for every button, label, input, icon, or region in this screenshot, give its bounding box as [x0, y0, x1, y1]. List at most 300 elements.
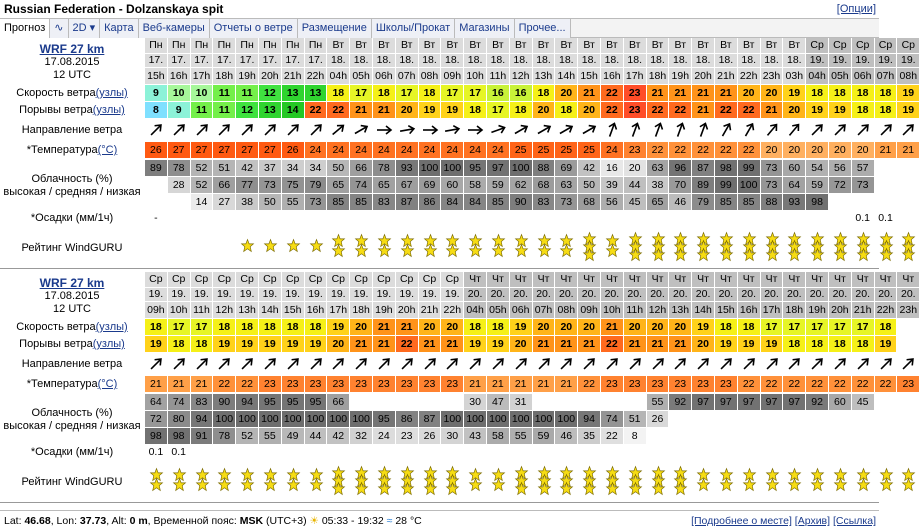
cloud-cover-cell: 35: [578, 428, 600, 444]
temperature-cell: 22: [761, 376, 783, 392]
wind-direction-arrow-icon: [855, 122, 871, 138]
cloud-label: [0, 394, 144, 445]
wind-speed-cell: 21: [647, 85, 669, 101]
hour-cell: 08h: [555, 302, 577, 318]
cloud-cover-cell: 92: [806, 394, 828, 410]
rating-star-icon: [629, 248, 642, 261]
cloud-cover-cell: 100: [555, 411, 577, 427]
wind-speed-cell: 17: [191, 319, 213, 335]
precipitation-cell: [419, 210, 441, 226]
date-cell: 20.: [510, 288, 532, 301]
cloud-cover-cell: [373, 394, 395, 410]
wind-direction-arrow-icon: [148, 122, 164, 138]
wind-speed-cell: 21: [373, 319, 395, 335]
precipitation-cell: [373, 210, 395, 226]
temperature-cell: 22: [578, 376, 600, 392]
tab-graph[interactable]: ∿: [50, 19, 68, 38]
tz-value: MSK: [239, 515, 264, 527]
day-cell: Вт: [510, 38, 532, 53]
date-cell: 19.: [897, 54, 919, 67]
temperature-cell: 25: [510, 142, 532, 158]
temp-label-text: *Температура: [26, 144, 98, 156]
wind-direction-arrow-icon: [285, 122, 301, 138]
cloud-cover-cell: 56: [601, 194, 623, 210]
wind-speed-cell: 18: [487, 319, 509, 335]
cloud-cover-cell: 67: [396, 177, 418, 193]
wind-gust-cell: 22: [647, 102, 669, 118]
hour-cell: 21h: [282, 68, 304, 84]
hour-cell: 06h: [373, 68, 395, 84]
cloud-cover-cell: 97: [715, 394, 737, 410]
wind-speed-cell: 21: [715, 85, 737, 101]
cloud-cover-cell: 100: [510, 160, 532, 176]
cloud-cover-cell: 100: [213, 411, 235, 427]
wind-gust-cell: 20: [578, 102, 600, 118]
wind-direction-arrow-icon: [536, 122, 552, 138]
hour-cell: 05h: [350, 68, 372, 84]
temperature-cell: 20: [806, 142, 828, 158]
rating-star-icon: [332, 244, 345, 257]
hour-cell: 19h: [669, 68, 691, 84]
cloud-cover-cell: 73: [761, 177, 783, 193]
temperature-cell: 21: [510, 376, 532, 392]
cloud-cover-cell: 100: [441, 411, 463, 427]
day-cell: Вт: [419, 38, 441, 53]
rating-label-text: Рейтинг WindGURU: [21, 475, 123, 488]
precipitation-cell: [510, 210, 532, 226]
tab-2d[interactable]: 2D ▾: [69, 19, 101, 38]
cloud-cover-cell: [669, 411, 691, 427]
cloud-cover-cell: 86: [396, 411, 418, 427]
temperature-cell: 20: [783, 142, 805, 158]
hour-cell: 20h: [829, 302, 851, 318]
wind-speed-cell: 22: [601, 85, 623, 101]
rating-star-icon: [811, 248, 824, 261]
block-separator: [0, 268, 879, 269]
wind-gust-cell: 19: [213, 336, 235, 352]
cloud-cover-cell: 92: [669, 394, 691, 410]
day-cell: Чт: [738, 272, 760, 287]
wind-direction-arrow-icon: [855, 356, 871, 372]
wind-speed-cell: 18: [373, 85, 395, 101]
day-cell: Вт: [578, 38, 600, 53]
wind-gust-cell: 22: [669, 102, 691, 118]
tab-shops[interactable]: Магазины: [455, 19, 514, 38]
cloud-cover-cell: [875, 428, 897, 444]
rating-star-icon: [401, 482, 414, 495]
precipitation-cell: [259, 444, 281, 460]
cloud-cover-cell: [669, 428, 691, 444]
wind-gust-cell: 21: [624, 336, 646, 352]
rating-star-icon: [310, 478, 323, 491]
hour-cell: 21h: [419, 302, 441, 318]
cloud-cover-cell: [533, 394, 555, 410]
precipitation-cell: [601, 210, 623, 226]
cloud-cover-cell: 58: [487, 428, 509, 444]
date-cell: 17.: [236, 54, 258, 67]
lat-value: 46.68: [24, 515, 51, 527]
cloud-cover-cell: 100: [305, 411, 327, 427]
temperature-cell: 23: [624, 142, 646, 158]
tab-schools[interactable]: Школы/Прокат: [372, 19, 455, 38]
wind-direction-arrow-icon: [422, 122, 438, 138]
cloud-cover-cell: [829, 411, 851, 427]
wind-direction-arrow-icon: [467, 356, 483, 372]
precipitation-cell: [647, 210, 669, 226]
precipitation-cell: [829, 444, 851, 460]
wind-gust-cell: 18: [783, 336, 805, 352]
precipitation-cell: 0.1: [875, 210, 897, 226]
rating-label: [0, 462, 144, 502]
cloud-cover-cell: 98: [168, 428, 190, 444]
options-link[interactable]: [Опции]: [836, 3, 876, 15]
wind-gust-cell: 19: [738, 336, 760, 352]
wind-gust-cell: 21: [350, 102, 372, 118]
cloud-cover-cell: 26: [647, 411, 669, 427]
cloud-cover-cell: 50: [259, 194, 281, 210]
wind-speed-cell: 12: [259, 85, 281, 101]
cloud-cover-cell: 52: [191, 177, 213, 193]
water-temp: 28 °C: [395, 515, 422, 527]
wind-gust-cell: 19: [875, 336, 897, 352]
rating-star-icon: [424, 482, 437, 495]
day-cell: Вт: [601, 38, 623, 53]
wind-gust-cell: 18: [510, 102, 532, 118]
wind-speed-cell: 18: [875, 319, 897, 335]
wind-direction-arrow-icon: [604, 356, 620, 372]
temperature-cell: 24: [441, 142, 463, 158]
cloud-cover-cell: 32: [350, 428, 372, 444]
cloud-cover-cell: 100: [419, 160, 441, 176]
rating-star-icon: [811, 478, 824, 491]
day-cell: Вт: [624, 38, 646, 53]
cloud-cover-cell: 69: [419, 177, 441, 193]
cloud-cover-cell: 85: [738, 194, 760, 210]
temperature-cell: 24: [305, 142, 327, 158]
rating-star-icon: [538, 482, 551, 495]
cloud-cover-cell: 74: [168, 394, 190, 410]
temperature-cell: 21: [464, 376, 486, 392]
rating-star-icon: [469, 478, 482, 491]
wind-direction-arrow-icon: [148, 356, 164, 372]
hour-cell: 04h: [806, 68, 828, 84]
rating-star-icon: [629, 482, 642, 495]
date-cell: 18.: [601, 54, 623, 67]
cloud-cover-cell: 59: [533, 428, 555, 444]
tab-accommodation[interactable]: Размещение: [298, 19, 372, 38]
date-cell: 18.: [510, 54, 532, 67]
hour-cell: 05h: [487, 302, 509, 318]
cloud-cover-cell: [761, 411, 783, 427]
day-cell: Чт: [669, 272, 691, 287]
wind-speed-cell: 17: [829, 319, 851, 335]
day-cell: Чт: [464, 272, 486, 287]
date-cell: 18.: [350, 54, 372, 67]
cloud-cover-cell: [578, 394, 600, 410]
wind-direction-arrow-icon: [216, 122, 232, 138]
wind-direction-arrow-icon: [695, 122, 711, 138]
cloud-cover-cell: 95: [282, 394, 304, 410]
wind-gust-cell: 20: [692, 336, 714, 352]
wind-gust-cell: [897, 336, 919, 352]
wind-speed-cell: 17: [783, 319, 805, 335]
temperature-cell: 24: [419, 142, 441, 158]
wind-gust-cell: 21: [555, 336, 577, 352]
more-about-place-link[interactable]: [Подробнее о месте]: [691, 515, 792, 527]
cloud-cover-cell: [738, 411, 760, 427]
temperature-cell: 25: [533, 142, 555, 158]
rating-star-icon: [446, 244, 459, 257]
tab-map[interactable]: Карта: [100, 19, 138, 38]
day-cell: Вт: [396, 38, 418, 53]
wind-gust-cell: 19: [715, 336, 737, 352]
water-temp-icon: ≈: [386, 515, 393, 527]
day-cell: Пн: [236, 38, 258, 53]
date-cell: 17.: [145, 54, 167, 67]
cloud-cover-cell: 30: [464, 394, 486, 410]
wind-speed-cell: 20: [533, 319, 555, 335]
wind-gust-cell: 11: [191, 102, 213, 118]
wind-direction-arrow-icon: [718, 122, 734, 138]
date-cell: 20.: [875, 288, 897, 301]
temperature-cell: 21: [487, 376, 509, 392]
gust-unit-link[interactable]: (узлы): [92, 104, 125, 116]
speed-label-text: Скорость ветра: [16, 87, 96, 99]
day-cell: Вт: [715, 38, 737, 53]
cloud-cover-cell: 93: [396, 160, 418, 176]
precipitation-cell: [806, 444, 828, 460]
cloud-cover-cell: 97: [783, 394, 805, 410]
cloud-cover-cell: 78: [213, 428, 235, 444]
wind-direction-arrow-icon: [422, 356, 438, 372]
temperature-cell: 23: [419, 376, 441, 392]
temp-unit-link[interactable]: (°C): [97, 144, 118, 156]
speed-unit-link[interactable]: (узлы): [95, 87, 128, 99]
cloud-cover-cell: 60: [441, 177, 463, 193]
hour-cell: 18h: [350, 302, 372, 318]
cloud-cover-cell: 88: [533, 160, 555, 176]
cloud-cover-cell: 31: [510, 394, 532, 410]
archive-link[interactable]: [Архив]: [794, 515, 831, 527]
cloud-cover-cell: 58: [464, 177, 486, 193]
temperature-cell: 21: [145, 376, 167, 392]
wind-gust-cell: 21: [669, 336, 691, 352]
cloud-cover-cell: [875, 177, 897, 193]
cloud-cover-cell: 86: [419, 194, 441, 210]
rating-star-icon: [697, 478, 710, 491]
wind-gust-cell: 19: [806, 102, 828, 118]
wind-gust-cell: 18: [829, 336, 851, 352]
cloud-cover-cell: [897, 160, 919, 176]
cloud-cover-cell: 83: [373, 194, 395, 210]
precipitation-cell: [282, 210, 304, 226]
day-cell: Ср: [350, 272, 372, 287]
rating-star-icon: [424, 244, 437, 257]
wind-speed-cell: 10: [168, 85, 190, 101]
footer-links: [691, 515, 876, 527]
temperature-cell: 20: [829, 142, 851, 158]
precipitation-cell: [464, 210, 486, 226]
gust-unit-link[interactable]: (узлы): [92, 338, 125, 350]
cloud-cover-cell: 100: [282, 411, 304, 427]
permalink-link[interactable]: [Ссылка]: [832, 515, 876, 527]
tab-more[interactable]: Прочее...: [515, 19, 571, 38]
model-link[interactable]: WRF 27 km: [39, 41, 105, 56]
date-cell: 18.: [464, 54, 486, 67]
temperature-cell: 23: [601, 376, 623, 392]
wind-gust-cell: 21: [533, 336, 555, 352]
date-cell: 20.: [669, 288, 691, 301]
cloud-cover-cell: 60: [783, 160, 805, 176]
cloud-cover-cell: 83: [533, 194, 555, 210]
cloud-cover-cell: 68: [578, 194, 600, 210]
wind-gust-cell: 20: [510, 336, 532, 352]
rating-star-icon: [515, 244, 528, 257]
wind-speed-cell: 11: [236, 85, 258, 101]
cloud-cover-cell: 97: [761, 394, 783, 410]
wind-direction-arrow-icon: [718, 356, 734, 372]
temperature-cell: 27: [259, 142, 281, 158]
wind-speed-cell: 20: [441, 319, 463, 335]
temperature-cell: 24: [327, 142, 349, 158]
rating-star-icon: [560, 482, 573, 495]
day-cell: Вт: [692, 38, 714, 53]
cloud-cover-cell: [852, 411, 874, 427]
wind-speed-cell: 21: [669, 85, 691, 101]
wind-speed-cell: 18: [715, 319, 737, 335]
day-cell: Чт: [783, 272, 805, 287]
wind-speed-cell: 18: [829, 85, 851, 101]
temperature-cell: 27: [236, 142, 258, 158]
alt-value: 0 m: [129, 515, 148, 527]
temperature-cell: 22: [715, 142, 737, 158]
wind-direction-arrow-icon: [399, 122, 415, 138]
wind-direction-arrow-icon: [832, 122, 848, 138]
wind-gust-cell: 19: [487, 336, 509, 352]
precipitation-cell: [715, 444, 737, 460]
cloud-cover-cell: 100: [738, 177, 760, 193]
rating-star-icon: [173, 478, 186, 491]
temperature-cell: 26: [145, 142, 167, 158]
day-cell: Чт: [761, 272, 783, 287]
wind-speed-cell: 20: [578, 319, 600, 335]
hour-cell: 17h: [191, 68, 213, 84]
hour-cell: 20h: [692, 68, 714, 84]
wind-gust-cell: 19: [259, 336, 281, 352]
wind-gust-cell: 21: [419, 336, 441, 352]
cloud-cover-cell: 100: [236, 411, 258, 427]
temp-unit-link[interactable]: (°C): [97, 378, 118, 390]
lat-label: Lat:: [4, 515, 22, 527]
date-cell: 18.: [647, 54, 669, 67]
cloud-cover-cell: 100: [510, 411, 532, 427]
cloud-cover-cell: [647, 428, 669, 444]
hour-cell: 20h: [259, 68, 281, 84]
date-cell: 19.: [191, 288, 213, 301]
wind-direction-arrow-icon: [672, 356, 688, 372]
temperature-cell: 22: [669, 142, 691, 158]
tab-forecast[interactable]: Прогноз: [0, 19, 50, 38]
temperature-cell: 27: [168, 142, 190, 158]
rating-star-icon: [401, 244, 414, 257]
cloud-cover-cell: 34: [282, 160, 304, 176]
precipitation-cell: [647, 444, 669, 460]
day-cell: Пн: [191, 38, 213, 53]
tab-reports[interactable]: Отчеты о ветре: [210, 19, 298, 38]
cloud-label-subtext: высокая / средняя / низкая: [3, 419, 141, 432]
wind-direction-arrow-icon: [399, 356, 415, 372]
rating-star-icon: [766, 248, 779, 261]
cloud-cover-cell: 51: [213, 160, 235, 176]
cloud-cover-cell: [441, 394, 463, 410]
date-cell: 20.: [533, 288, 555, 301]
day-cell: Чт: [624, 272, 646, 287]
wind-speed-cell: 21: [578, 85, 600, 101]
rating-star-icon: [264, 478, 277, 491]
wind-direction-arrow-icon: [171, 356, 187, 372]
date-cell: 20.: [555, 288, 577, 301]
cloud-cover-cell: 26: [419, 428, 441, 444]
day-cell: Ср: [373, 272, 395, 287]
wind-speed-cell: 18: [533, 85, 555, 101]
temperature-cell: 21: [897, 142, 919, 158]
date-cell: 18.: [738, 54, 760, 67]
cloud-cover-cell: 93: [783, 194, 805, 210]
temperature-cell: 21: [875, 142, 897, 158]
rating-star-icon: [652, 482, 665, 495]
wind-direction-arrow-icon: [262, 122, 278, 138]
hour-cell: 18h: [783, 302, 805, 318]
cloud-cover-cell: 55: [647, 394, 669, 410]
wind-direction-arrow-icon: [695, 356, 711, 372]
precipitation-cell: [236, 444, 258, 460]
day-cell: Вт: [350, 38, 372, 53]
tab-webcams[interactable]: Веб-камеры: [139, 19, 210, 38]
wind-gust-cell: 20: [327, 336, 349, 352]
day-cell: Чт: [875, 272, 897, 287]
wind-gust-cell: 22: [601, 336, 623, 352]
cloud-cover-cell: 83: [191, 394, 213, 410]
precipitation-cell: [783, 210, 805, 226]
wind-speed-cell: 13: [305, 85, 327, 101]
hour-cell: 15h: [282, 302, 304, 318]
wind-speed-cell: 19: [692, 319, 714, 335]
rating-star-icon: [697, 248, 710, 261]
cloud-cover-cell: 100: [464, 411, 486, 427]
cloud-cover-cell: 73: [761, 160, 783, 176]
cloud-cover-cell: 27: [213, 194, 235, 210]
cloud-cover-cell: 91: [191, 428, 213, 444]
cloud-cover-cell: 78: [373, 160, 395, 176]
wind-speed-cell: 19: [783, 85, 805, 101]
cloud-cover-cell: 94: [191, 411, 213, 427]
temperature-cell: 23: [259, 376, 281, 392]
wind-direction-arrow-icon: [308, 356, 324, 372]
temperature-cell: 24: [373, 142, 395, 158]
day-cell: Чт: [578, 272, 600, 287]
date-cell: 18.: [396, 54, 418, 67]
speed-unit-link[interactable]: (узлы): [95, 321, 128, 333]
wind-gust-cell: 22: [327, 102, 349, 118]
cloud-cover-cell: 24: [373, 428, 395, 444]
model-link[interactable]: WRF 27 km: [39, 275, 105, 290]
hour-cell: 19h: [373, 302, 395, 318]
precipitation-cell: [555, 444, 577, 460]
rating-star-icon: [150, 478, 163, 491]
temperature-cell: 20: [761, 142, 783, 158]
wind-gust-cell: 19: [145, 336, 167, 352]
date-cell: 19.: [419, 288, 441, 301]
